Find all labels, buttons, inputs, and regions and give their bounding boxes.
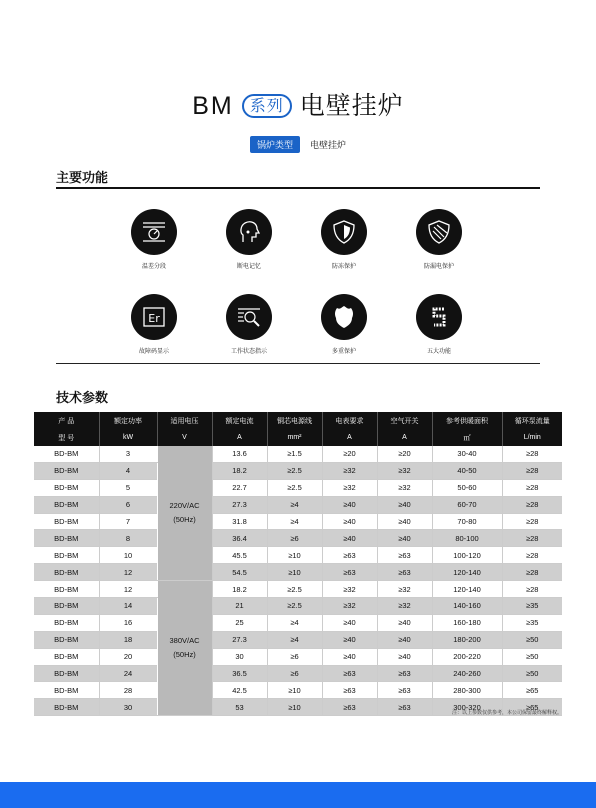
col-unit: mm² (267, 429, 322, 446)
table-cell: 20 (99, 648, 157, 665)
footer-bar (0, 782, 596, 808)
table-cell: 120-140 (432, 564, 502, 581)
col-header: 循环泵流量 (502, 412, 562, 429)
table-cell: ≥28 (502, 446, 562, 462)
table-cell: 50-60 (432, 479, 502, 496)
voltage-line: 380V/AC (169, 636, 200, 646)
svg-text:Er: Er (148, 312, 160, 325)
table-cell: ≥63 (377, 564, 432, 581)
table-cell: ≥63 (377, 682, 432, 699)
table-cell: 53 (212, 699, 267, 716)
type-line (0, 136, 596, 153)
table-cell: ≥40 (322, 631, 377, 648)
table-cell: ≥40 (377, 648, 432, 665)
table-cell: 25 (212, 614, 267, 631)
table-cell: ≥32 (322, 462, 377, 479)
thermometer-icon (131, 209, 177, 255)
feature-label: 防冻保护 (331, 263, 356, 270)
table-cell: ≥6 (267, 648, 322, 665)
table-row (34, 530, 562, 547)
col-unit: A (212, 429, 267, 446)
table-cell: ≥6 (267, 665, 322, 682)
table-cell: BD-BM (34, 665, 99, 682)
table-cell: BD-BM (34, 648, 99, 665)
table-cell: ≥63 (322, 547, 377, 564)
table-cell: ≥32 (322, 479, 377, 496)
col-header: 铜芯电源线 (267, 412, 322, 429)
table-unit-row (34, 429, 562, 446)
table-cell: ≥28 (502, 496, 562, 513)
table-cell: 18.2 (212, 581, 267, 598)
table-cell: ≥50 (502, 631, 562, 648)
table-cell: ≥65 (502, 682, 562, 699)
table-cell: ≥63 (322, 564, 377, 581)
feature-leakage (394, 209, 484, 270)
table-row (34, 682, 562, 699)
table-cell: 12 (99, 564, 157, 581)
table-cell: 3 (99, 446, 157, 462)
table-cell: ≥28 (502, 530, 562, 547)
table-header-row (34, 412, 562, 429)
table-cell: 18.2 (212, 462, 267, 479)
feature-power-memory (204, 209, 294, 270)
table-cell: BD-BM (34, 581, 99, 598)
table-row (34, 581, 562, 598)
table-row (34, 513, 562, 530)
table-cell: 160-180 (432, 614, 502, 631)
table-cell: ≥10 (267, 682, 322, 699)
table-cell: ≥10 (267, 547, 322, 564)
footnote: 注：以上参数仅供参考，本公司保留最终解释权。 (451, 710, 562, 716)
table-cell: 12 (99, 581, 157, 598)
col-header: 产 品 (34, 412, 99, 429)
table-cell: ≥32 (322, 598, 377, 615)
features-bottom-rule (56, 363, 540, 364)
table-cell: 5 (99, 479, 157, 496)
feature-label: 防漏电保护 (423, 263, 454, 270)
col-unit: kW (99, 429, 157, 446)
feature-multi-protect (299, 294, 389, 355)
table-row (34, 631, 562, 648)
table-cell: ≥10 (267, 699, 322, 716)
table-cell: ≥2.5 (267, 462, 322, 479)
head-icon (226, 209, 272, 255)
features-top-rule (56, 187, 540, 189)
frequency-line: (50Hz) (173, 650, 196, 660)
table-cell: ≥63 (322, 665, 377, 682)
table-cell: BD-BM (34, 446, 99, 462)
table-cell: 120-140 (432, 581, 502, 598)
table-cell: ≥63 (377, 699, 432, 716)
error-code-icon (131, 294, 177, 340)
col-unit: A (377, 429, 432, 446)
table-cell: ≥32 (377, 479, 432, 496)
table-row (34, 547, 562, 564)
table-cell: 27.3 (212, 496, 267, 513)
table-row (34, 614, 562, 631)
feature-label: 五大功能 (426, 348, 451, 355)
table-cell: ≥50 (502, 648, 562, 665)
table-cell: ≥63 (322, 682, 377, 699)
table-cell: 45.5 (212, 547, 267, 564)
shield-icon (321, 209, 367, 255)
table-cell: ≥2.5 (267, 581, 322, 598)
table-cell: ≥40 (322, 614, 377, 631)
col-unit: V (157, 429, 212, 446)
badge-icon (321, 294, 367, 340)
type-label-pill: 锅炉类型 (250, 136, 300, 153)
table-row (34, 648, 562, 665)
table-cell: BD-BM (34, 699, 99, 716)
voltage-line: 220V/AC (169, 501, 200, 511)
table-cell: ≥4 (267, 496, 322, 513)
table-cell: 60-70 (432, 496, 502, 513)
table-cell: ≥28 (502, 564, 562, 581)
table-cell: BD-BM (34, 479, 99, 496)
feature-five-functions (394, 294, 484, 355)
table-cell: ≥4 (267, 513, 322, 530)
table-cell: ≥2.5 (267, 598, 322, 615)
col-header: 电表要求 (322, 412, 377, 429)
feature-label: 断电记忆 (236, 263, 261, 270)
specs-heading: 技术参数 (56, 391, 109, 406)
table-row (34, 598, 562, 615)
type-value: 电壁挂炉 (310, 141, 347, 151)
table-cell: ≥32 (322, 581, 377, 598)
table-cell: 21 (212, 598, 267, 615)
table-cell: ≥40 (377, 530, 432, 547)
table-row (34, 496, 562, 513)
frequency-line: (50Hz) (173, 515, 196, 525)
feature-label: 温差分段 (141, 263, 166, 270)
table-cell: ≥40 (377, 614, 432, 631)
table-cell: 36.4 (212, 530, 267, 547)
table-cell: 28 (99, 682, 157, 699)
table-cell: 16 (99, 614, 157, 631)
table-cell: 10 (99, 547, 157, 564)
table-cell: 13.6 (212, 446, 267, 462)
features-heading: 主要功能 (56, 171, 109, 186)
table-cell: ≥32 (377, 581, 432, 598)
five-digit-icon (416, 294, 462, 340)
table-cell: 27.3 (212, 631, 267, 648)
table-cell: BD-BM (34, 547, 99, 564)
table-cell: ≥40 (377, 513, 432, 530)
table-cell: ≥63 (377, 665, 432, 682)
table-cell: 200-220 (432, 648, 502, 665)
table-cell: ≥35 (502, 614, 562, 631)
table-cell: 100-120 (432, 547, 502, 564)
specs-table (34, 412, 562, 716)
table-cell: 300-320 (432, 699, 502, 716)
col-unit: ㎡ (432, 429, 502, 446)
table-cell: ≥32 (377, 598, 432, 615)
col-header: 参考供暖面积 (432, 412, 502, 429)
table-cell: BD-BM (34, 564, 99, 581)
table-cell: BD-BM (34, 496, 99, 513)
table-cell: BD-BM (34, 614, 99, 631)
table-cell: 8 (99, 530, 157, 547)
table-cell: ≥40 (377, 631, 432, 648)
table-cell: BD-BM (34, 682, 99, 699)
table-cell: ≥28 (502, 581, 562, 598)
table-cell: 70-80 (432, 513, 502, 530)
table-cell: 30-40 (432, 446, 502, 462)
table-cell: ≥63 (322, 699, 377, 716)
magnifier-icon (226, 294, 272, 340)
table-cell: ≥20 (377, 446, 432, 462)
table-cell: 6 (99, 496, 157, 513)
table-cell: 30 (212, 648, 267, 665)
series-badge: 系列 (242, 94, 292, 118)
table-cell: ≥63 (377, 547, 432, 564)
table-row (34, 665, 562, 682)
feature-label: 故障码显示 (138, 348, 169, 355)
table-cell: BD-BM (34, 530, 99, 547)
feature-label: 工作状态指示 (230, 348, 267, 355)
col-header: 空气开关 (377, 412, 432, 429)
table-cell: ≥40 (322, 530, 377, 547)
table-cell: 240-260 (432, 665, 502, 682)
table-cell: 36.5 (212, 665, 267, 682)
table-cell: ≥4 (267, 631, 322, 648)
table-cell: ≥40 (322, 513, 377, 530)
table-cell: ≥40 (322, 496, 377, 513)
table-cell: ≥28 (502, 513, 562, 530)
voltage-cell (157, 581, 212, 716)
table-cell: ≥40 (377, 496, 432, 513)
table-cell: ≥4 (267, 614, 322, 631)
feature-antifreeze (299, 209, 389, 270)
feature-label: 多重保护 (331, 348, 356, 355)
table-row (34, 564, 562, 581)
col-unit: A (322, 429, 377, 446)
table-cell: ≥40 (322, 648, 377, 665)
feature-temp-segment (109, 209, 199, 270)
table-cell: 140-160 (432, 598, 502, 615)
table-cell: 31.8 (212, 513, 267, 530)
col-unit: 型 号 (34, 429, 99, 446)
table-cell: ≥20 (322, 446, 377, 462)
table-row (34, 479, 562, 496)
table-cell: 18 (99, 631, 157, 648)
table-cell: 4 (99, 462, 157, 479)
table-cell: ≥1.5 (267, 446, 322, 462)
table-cell: ≥10 (267, 564, 322, 581)
table-cell: ≥2.5 (267, 479, 322, 496)
table-cell: 80-100 (432, 530, 502, 547)
product-name: 电壁挂炉 (299, 91, 404, 120)
table-cell: 54.5 (212, 564, 267, 581)
brand-text: BM (192, 92, 234, 120)
col-header: 适用电压 (157, 412, 212, 429)
col-header: 额定功率 (99, 412, 157, 429)
table-cell: 7 (99, 513, 157, 530)
page-title (0, 86, 596, 122)
table-cell: BD-BM (34, 598, 99, 615)
table-cell: 40-50 (432, 462, 502, 479)
table-cell: 24 (99, 665, 157, 682)
table-cell: 180-200 (432, 631, 502, 648)
col-unit: L/min (502, 429, 562, 446)
table-row (34, 462, 562, 479)
table-cell: 42.5 (212, 682, 267, 699)
feature-status (204, 294, 294, 355)
table-cell: 30 (99, 699, 157, 716)
table-cell: BD-BM (34, 462, 99, 479)
shield-bolt-icon (416, 209, 462, 255)
table-cell: ≥65 (502, 699, 562, 716)
table-cell: ≥32 (377, 462, 432, 479)
table-cell: BD-BM (34, 513, 99, 530)
table-cell: 22.7 (212, 479, 267, 496)
table-cell: ≥28 (502, 479, 562, 496)
table-cell: ≥28 (502, 462, 562, 479)
table-cell: ≥50 (502, 665, 562, 682)
table-cell: ≥28 (502, 547, 562, 564)
table-cell: ≥35 (502, 598, 562, 615)
voltage-cell (157, 446, 212, 581)
table-cell: BD-BM (34, 631, 99, 648)
feature-error-code (109, 294, 199, 355)
table-row (34, 446, 562, 462)
table-cell: 280-300 (432, 682, 502, 699)
table-cell: ≥6 (267, 530, 322, 547)
col-header: 额定电流 (212, 412, 267, 429)
table-cell: 14 (99, 598, 157, 615)
